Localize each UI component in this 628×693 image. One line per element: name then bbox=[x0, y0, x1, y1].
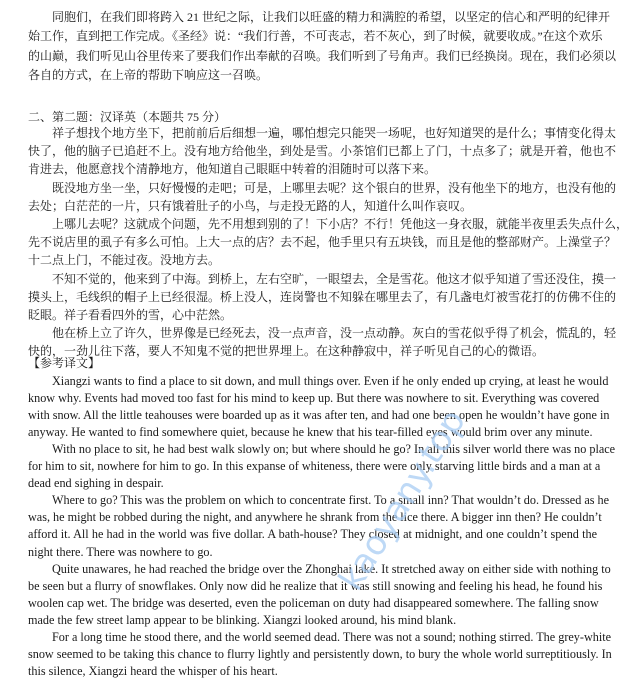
chinese-intro-line: 各自的方式，在上帝的帮助下响应这一召唤。 bbox=[28, 67, 269, 82]
chinese-passage-line: 既没地方坐一坐，只好慢慢的走吧；可是，上哪里去呢？这个银白的世界，没有他坐下的地方，也没有他的 bbox=[52, 180, 617, 195]
english-translation-line: be seen but a flurry of snowflakes. Only now did he realize that it was still snowing and feeling his head, he found his bbox=[28, 578, 603, 593]
english-translation-line: was, he might be robbed during the night, and anywhere he shrank from the lice there. A bigger inn then? He couldn’t bbox=[28, 510, 602, 525]
chinese-passage-line: 上哪儿去呢？这就成个问题，先不用想到别的了！下小店？不行！凭他这一身衣服，就能半夜里丢失点什么， bbox=[52, 217, 628, 231]
chinese-passage-line: 不知不觉的，他来到了中海。到桥上，左右空旷，一眼望去，全是雪花。他这才似乎知道了雪还没住，摸一 bbox=[52, 271, 617, 286]
english-translation-line: night there. There was nowhere to go. bbox=[28, 544, 213, 559]
english-translation-line: made the few street lamp appear to be blinking. Xiangzi looked around, his mind blank. bbox=[28, 612, 457, 627]
chinese-intro-line: 同胞们，在我们即将跨入 21 世纪之际，让我们以旺盛的精力和满腔的希望，以坚定的信心和严明的纪律开 bbox=[52, 10, 611, 24]
english-translation-line: woolen cap wet. The bridge was deserted, even the policeman on duty had disappeared somewhere. The falling snow bbox=[28, 595, 599, 610]
chinese-passage-line: 他在桥上立了许久，世界像是已经死去，没一点声音，没一点动静。灰白的雪花似乎得了机会，慌乱的，轻 bbox=[52, 326, 617, 341]
chinese-intro-line: 始工作，直到把工作完成。《圣经》说：“我们行善，不可丧志，若不灰心，到了时候，就要收成。”在这个欢乐 bbox=[28, 29, 603, 44]
chinese-passage-line: 快的，一劲儿往下落，要人不知鬼不觉的把世界埋上。在这种静寂中，祥子听见自己的心的微语。 bbox=[28, 344, 545, 359]
chinese-passage-line: 摸头上，毛线织的帽子上已经很湿。桥上没人，连岗警也不知躲在哪里去了，有几盏电灯被雪花打的仿佛不住的 bbox=[28, 289, 617, 304]
english-translation-line: Where to go? This was the problem on which to concentrate first. To a small inn? That wouldn’t do. Dressed as he bbox=[52, 493, 610, 508]
chinese-passage-line: 肯进去，他愿意找个清静地方，他知道自己眼眶中转着的泪随时可以落下来。 bbox=[28, 162, 437, 177]
english-translation-line: with snow. All the little teahouses were boarded up as it was after ten, and had one been open he wouldn’t have gone in bbox=[28, 407, 610, 422]
english-translation-line: Quite unawares, he had reached the bridge over the Zhonghai lake. It stretched away on either side with nothing to bbox=[52, 561, 611, 576]
english-translation-line: snow seemed to be taking this chance to flurry lightly and persistently down, to bury the whole world surreptitiously. In bbox=[28, 647, 612, 662]
chinese-passage-line: 眨眼。祥子看看四外的雪，心中茫然。 bbox=[28, 308, 233, 322]
chinese-passage-line: 快了，他的脑子已追赶不上。没有地方给他坐，到处是雪。小茶馆们已都上了门，十点多了；就是开着，他也不 bbox=[28, 144, 617, 159]
reference-translation-label: 【参考译文】 bbox=[28, 356, 101, 370]
english-translation-line: dead end sighing in despair. bbox=[28, 476, 164, 491]
chinese-intro-line: 的山巅，我们听见山谷里传来了要我们作出奉献的召唤。我们听到了号角声。我们已经换岗。现在，我们必须以 bbox=[28, 48, 617, 63]
watermark: kaoyany.top bbox=[331, 402, 474, 598]
english-translation-line: afford it. All he had in the world was five dollar. A bath-house? They closed at midnight, and one couldn’t spend the bbox=[28, 527, 597, 542]
english-translation-line: With no place to sit, he had best walk slowly on; but where should he go? In all this silver world there was no place bbox=[52, 441, 616, 456]
chinese-passage-line: 十二点上门，不能过夜。没地方去。 bbox=[28, 253, 221, 268]
section-heading: 二、第二题：汉译英（本题共 75 分） bbox=[28, 110, 227, 124]
chinese-passage-line: 去处；白茫茫的一片，只有饿着肚子的小鸟，与走投无路的人，知道什么叫作哀叹。 bbox=[28, 198, 473, 213]
english-translation-line: for him to sit, nowhere for him to go. In this expanse of whiteness, there were only starving little birds and a man at a bbox=[28, 459, 601, 473]
english-translation-line: Xiangzi wants to find a place to sit down, and mull things over. Even if he only ended up crying, at least he would bbox=[52, 373, 609, 388]
chinese-passage-line: 祥子想找个地方坐下，把前前后后细想一遍，哪怕想完只能哭一场呢，也好知道哭的是什么；事情变化得太 bbox=[52, 126, 617, 140]
english-translation-line: know why. Events had moved too fast for his mind to keep up. But there was nowhere to sit. Everything was covered bbox=[28, 390, 600, 405]
english-translation-line: this silence, Xiangzi heard the whisper of his heart. bbox=[28, 664, 278, 679]
english-translation-line: For a long time he stood there, and the world seemed dead. There was not a sound; nothing stirred. The grey-white bbox=[52, 630, 612, 644]
chinese-passage-line: 先不说店里的虱子有多么可怕。上大一点的店？去不起，他手里只有五块钱，而且是他的整部财产。上澡堂子？ bbox=[28, 235, 617, 250]
english-translation-line: anyway. He wanted to find somewhere quiet, because he knew that his tear-filled eyes would brim over any minute. bbox=[28, 424, 593, 439]
